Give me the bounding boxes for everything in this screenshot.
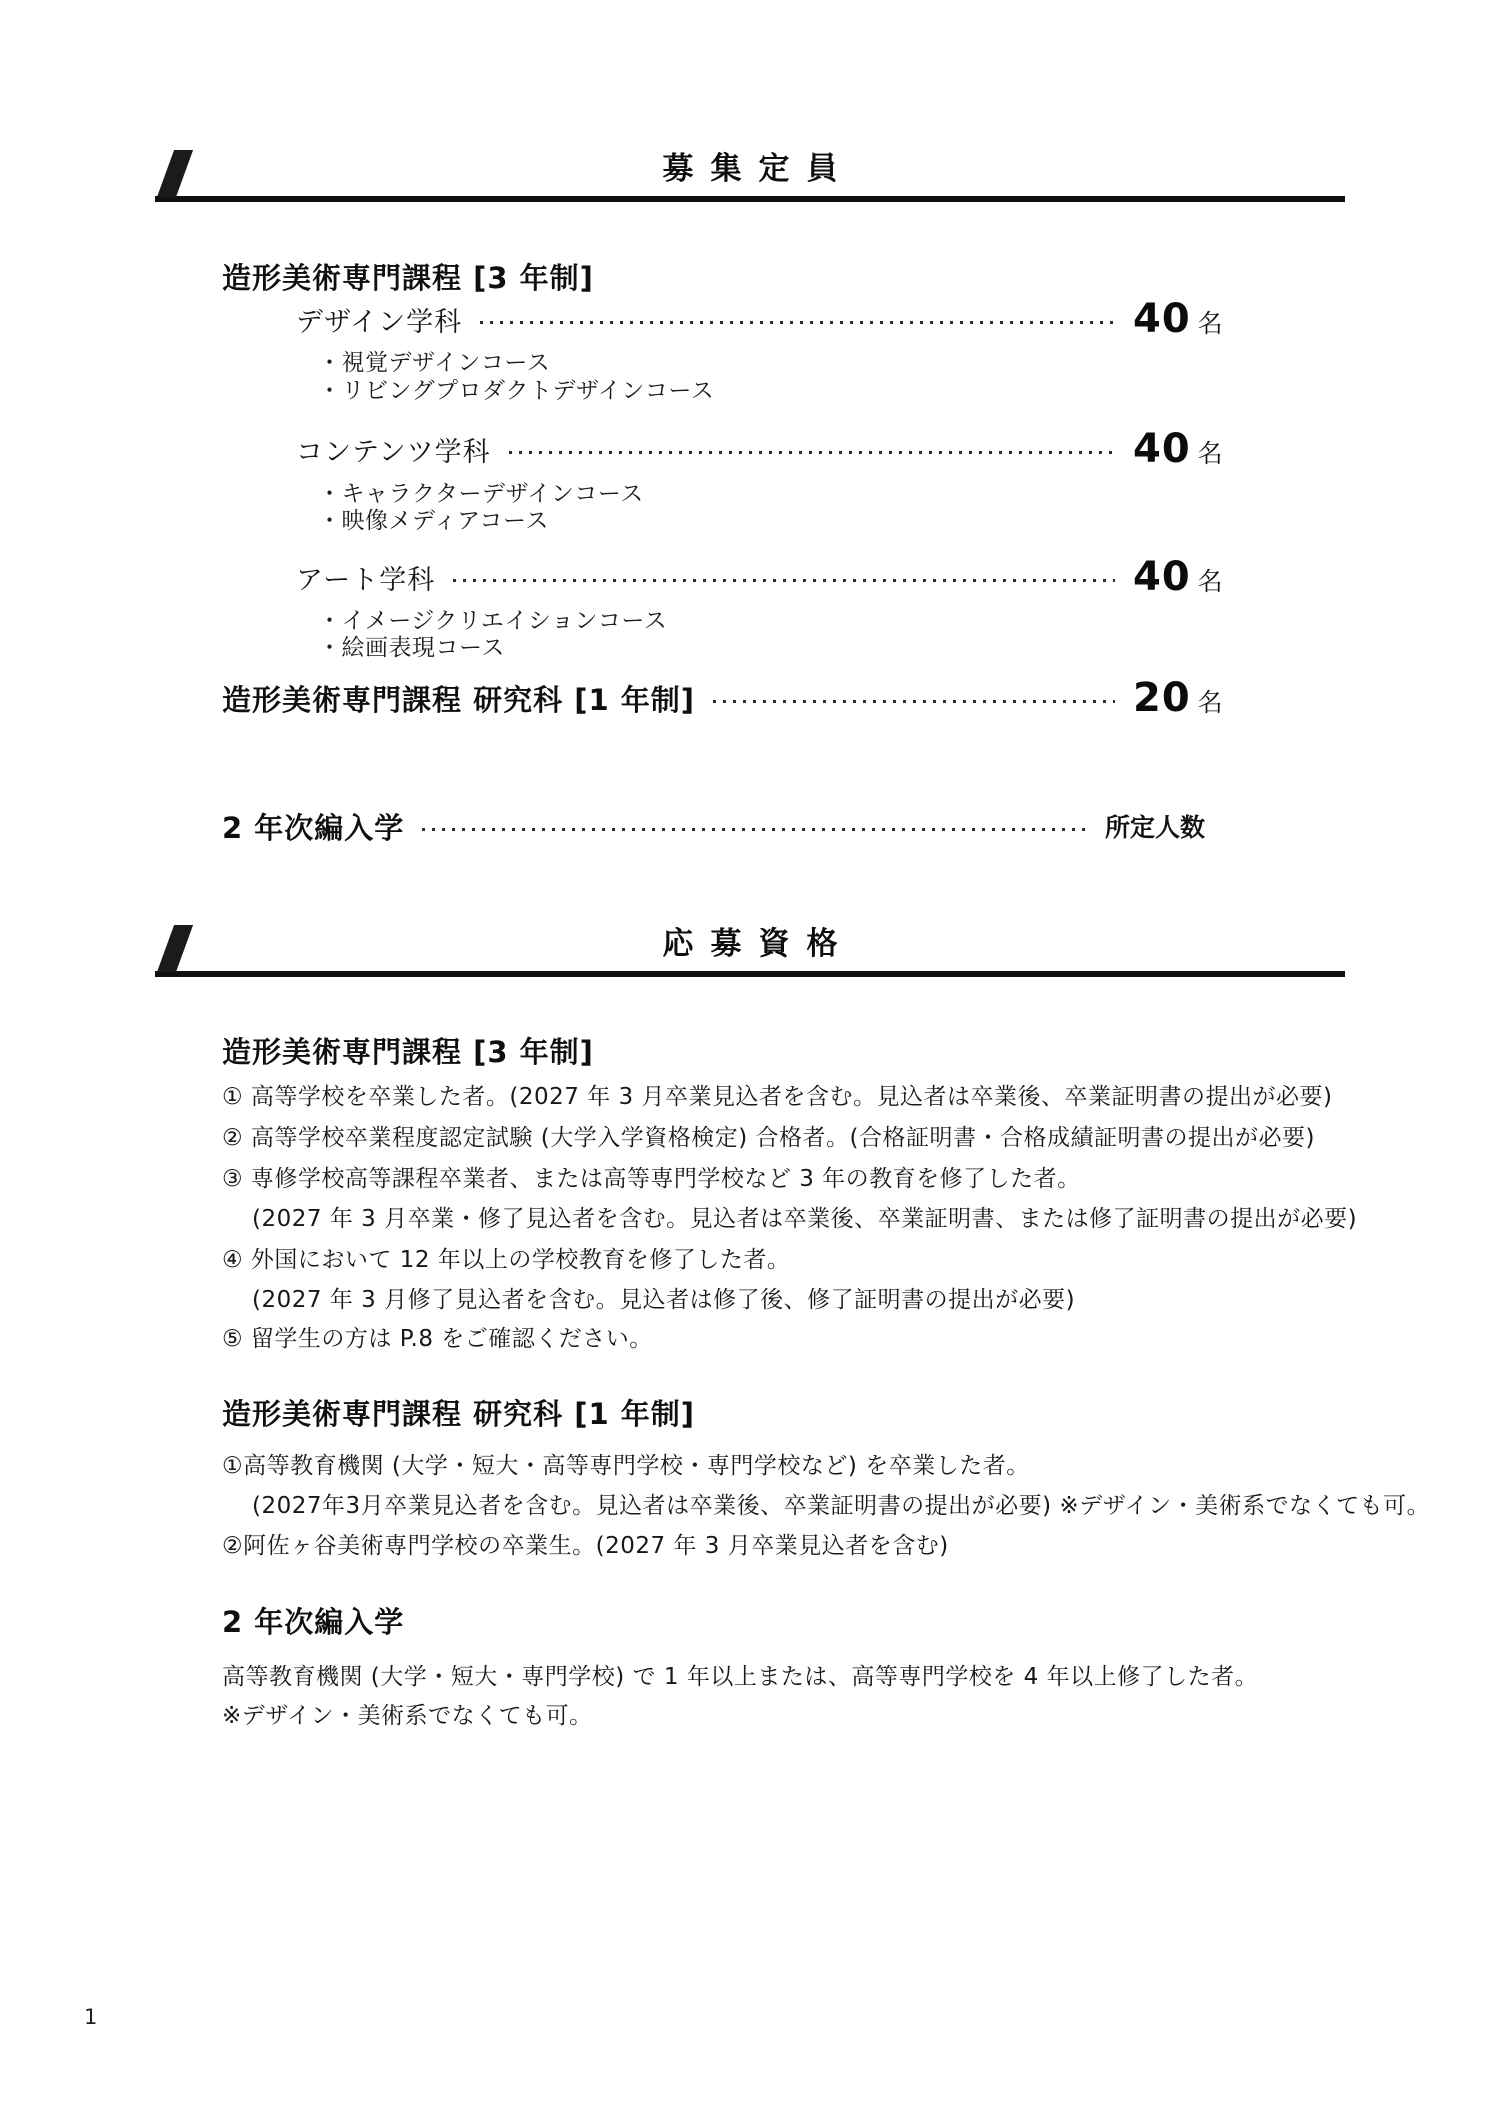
capacity-unit: 名 xyxy=(1197,439,1223,468)
capacity-row-design xyxy=(296,296,1225,342)
eligibility-item: ① 高等学校を卒業した者。(2027 年 3 月卒業見込者を含む。見込者は卒業後、卒業証明書の提出が必要) xyxy=(222,1084,1333,1110)
department-name: デザイン学科 xyxy=(296,306,463,338)
capacity-unit: 名 xyxy=(1197,688,1223,717)
course-item: ・キャラクターデザインコース xyxy=(318,481,644,507)
capacity-row-research xyxy=(222,675,1225,721)
eligibility-block3-title: 2 年次編入学 xyxy=(222,1605,405,1639)
eligibility-block1-title: 造形美術専門課程 [3 年制] xyxy=(222,1035,594,1069)
transfer-label: 2 年次編入学 xyxy=(222,810,405,845)
capacity-value xyxy=(1133,554,1225,600)
dotted-leader xyxy=(453,579,1115,582)
capacity-row-transfer xyxy=(222,804,1225,848)
course-item: ・絵画表現コース xyxy=(318,635,505,661)
department-name: コンテンツ学科 xyxy=(296,436,491,468)
department-name: アート学科 xyxy=(296,564,436,596)
dotted-leader xyxy=(713,700,1115,703)
course-item: ・イメージクリエイションコース xyxy=(318,608,668,634)
dotted-leader xyxy=(509,451,1115,454)
capacity-number: 40 xyxy=(1133,296,1191,342)
eligibility-item: ①高等教育機関 (大学・短大・高等専門学校・専門学校など) を卒業した者。 xyxy=(222,1453,1030,1479)
research-course-label: 造形美術専門課程 研究科 [1 年制] xyxy=(222,682,695,717)
capacity-value xyxy=(1133,296,1225,342)
eligibility-item-continuation: (2027年3月卒業見込者を含む。見込者は卒業後、卒業証明書の提出が必要) ※デザイン・美術系でなくても可。 xyxy=(252,1493,1431,1519)
page-number: 1 xyxy=(84,2005,98,2029)
eligibility-item-continuation: (2027 年 3 月卒業・修了見込者を含む。見込者は卒業後、卒業証明書、または修了証明書の提出が必要) xyxy=(252,1206,1358,1232)
eligibility-item: ※デザイン・美術系でなくても可。 xyxy=(222,1703,593,1729)
capacity-section-header xyxy=(155,150,1345,202)
dotted-leader xyxy=(480,321,1115,324)
eligibility-item-continuation: (2027 年 3 月修了見込者を含む。見込者は修了後、修了証明書の提出が必要) xyxy=(252,1287,1076,1313)
capacity-value xyxy=(1133,426,1225,472)
eligibility-section-title: 応募資格 xyxy=(662,926,855,962)
capacity-unit: 名 xyxy=(1197,309,1223,338)
capacity-value xyxy=(1133,675,1225,721)
capacity-row-art xyxy=(296,554,1225,600)
dotted-leader xyxy=(422,828,1087,831)
transfer-value: 所定人数 xyxy=(1105,813,1206,842)
eligibility-item: ⑤ 留学生の方は P.8 をご確認ください。 xyxy=(222,1326,653,1352)
capacity-program-title: 造形美術専門課程 [3 年制] xyxy=(222,261,594,295)
capacity-section-title: 募集定員 xyxy=(662,151,855,187)
eligibility-item: ② 高等学校卒業程度認定試験 (大学入学資格検定) 合格者。(合格証明書・合格成績証明書の提出が必要) xyxy=(222,1125,1315,1151)
eligibility-item: ④ 外国において 12 年以上の学校教育を修了した者。 xyxy=(222,1247,791,1273)
eligibility-item: ③ 専修学校高等課程卒業者、または高等専門学校など 3 年の教育を修了した者。 xyxy=(222,1166,1081,1192)
course-item: ・視覚デザインコース xyxy=(318,350,551,376)
eligibility-block2-title: 造形美術専門課程 研究科 [1 年制] xyxy=(222,1397,695,1431)
eligibility-section-header xyxy=(155,925,1345,977)
capacity-number: 40 xyxy=(1133,554,1191,600)
course-item: ・リビングプロダクトデザインコース xyxy=(318,378,715,404)
eligibility-item: ②阿佐ヶ谷美術専門学校の卒業生。(2027 年 3 月卒業見込者を含む) xyxy=(222,1533,949,1559)
capacity-number: 20 xyxy=(1133,675,1191,721)
capacity-number: 40 xyxy=(1133,426,1191,472)
capacity-unit: 名 xyxy=(1197,567,1223,596)
capacity-row-contents xyxy=(296,426,1225,472)
course-item: ・映像メディアコース xyxy=(318,508,549,534)
eligibility-item: 高等教育機関 (大学・短大・専門学校) で 1 年以上または、高等専門学校を 4 年以上修了した者。 xyxy=(222,1664,1259,1690)
